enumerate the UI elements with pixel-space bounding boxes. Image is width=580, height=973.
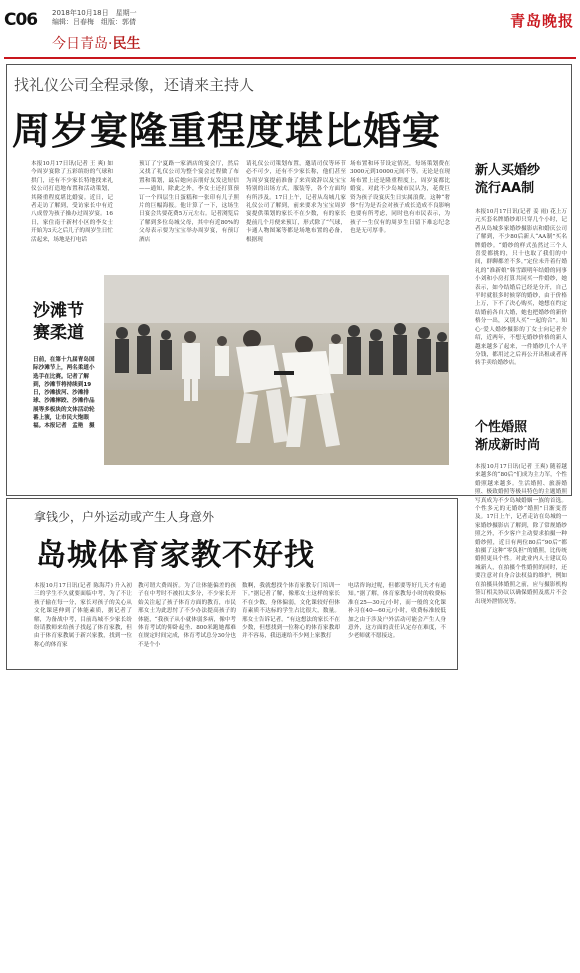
sidebar-headline-2-line1: 个性婚照 [475,420,528,435]
article2-column-1: 本报10月17日讯(记者 陈海芹) 升入初三的学生不久就要面临中考，为了不让孩子输在每一分，家长对孩子的关心从文化课延伸到了体能素质，据记者了解，为备战中考，目前岛城不少家长纷纷请教师来给孩子找起了体育家教，但由于体育家教属于新兴家教，找到一位称心的体育家 [34,583,132,648]
section-title: 今日青岛·民生 [52,36,141,52]
date-line: 2018年10月18日 星期一 [52,9,137,17]
article1-kicker: 找礼仪公司全程录像，还请来主持人 [14,76,255,94]
photo-subtitle-line1: 沙滩节 [33,301,84,321]
sidebar-article-2: 本报10月17日讯(记者 王爽) 随着越来越多的“80后”们成为主力军，个性婚照越来越多。生活婚照、旅游婚照、极致婚照等极具特色的主题婚照写真成为不少岛城婚姻一族的首选。个性多元的无婚纱“婚照”日渐变普及。17日上午，记者走访在岛城的一家婚纱摄影店了解到，除了常规婚纱照之外，不少客户主动要求拍摄一种婚纱照，近日有两位80后“90后”都拍摄了这种“零负担”的婚照，比传统婚照更具个性。对此业内人士建议岛城新人，在拍摄个性婚照的同时，还要注意对自身合法权益的维护，例如在拍摄具体婚照之前，应与摄影机构签订相关协议以确保婚照及底片不会出现外泄情况等。 [475,464,567,605]
sidebar-headline-1-line2: 流行AA制 [475,181,535,196]
photo-subtitle-line2: 赛柔道 [33,323,84,343]
article1-column-1: 本报10月17日讯(记者 王 爽) 如今周岁宴除了五彩缤纷的气球和拱门，还有不少家长特地找来礼仪公司打造地布置和活动策划，其隆重程度堪比婚宴。近日，记者走访了解到，受访家长中有近八成曾为孩子操办过周岁宴。16日，家住南千新村小区的李女士开始为3天之后儿子的周岁生日忙活起来，场地是打电话 [31,161,113,243]
sidebar-headline-1-line1: 新人买婚纱 [475,163,541,178]
photo-subtitle [33,300,84,344]
sidebar-headline-2 [475,419,540,455]
article2-column-3: 数啊，我就想找个体育家教专门培训一下。”据记者了解，像邢女士这样的家长不在少数，身体偏弱，文化课较好但体育素质不达标的学生占比很大，数量。邢女士告诉记者，“有这想法的家长不在少数，但想找到一位称心的体育家教却并不容易，我迅速给不少网上家教打 [242,583,340,640]
editors-line: 编辑：吕春梅 组版：郭倩 [52,18,136,26]
sidebar-headline-2-line2: 渐成新时尚 [475,438,541,453]
section-prefix: 今日青岛 [52,36,108,52]
article1-headline: 周岁宴隆重程度堪比婚宴 [12,109,442,153]
article2-column-2: 教可谓大费周折。为了让体能偏差的孩子在中考时不被扣太多分，不少家长开始关注起了孩子体育方面的教育，市民邢女士为此思忖了不少办法提高孩子的体能，“我孩子从小就体弱多病，像中考体育考试的仰卧起坐、800米跑她都难在规定时间完成，体育考试总分30分也不是个小 [138,583,236,648]
judo-photo-illustration [104,275,449,465]
article1-column-3: 请礼仪公司策划布置，邀请司仪等环节必不可少，还有不少家长称，他们甚至为周岁宴提前准备了来宾致辞以及宝宝特别的出场方式，服装等，各个方面均有所涉及。17日上午，记者从岛城几家礼仪公司了解到，前来要求为宝宝周岁宴提供策划的家长不在少数，有的家长提前几个月便来预订，形式除了“气球，卡通人物图案等都是场地布置的必备，根据现 [246,161,346,243]
section-name: 民生 [112,36,141,52]
judo-photo [104,275,449,465]
header-rule [4,57,576,59]
article1-column-2: 预订了宁夏路一家酒店的宴会厅，然后又找了礼仪公司为整个宴会过程做了布置和策划，最后她向亲朋好友发送短信——通知，除此之外，李女士还打算预订一个四层生日蛋糕和一张印有儿子照片的巨幅海报。他计算了一下，这场生日宴会共要花费5万元左右。记者浏览后了解到多位岛城父母，其中有近80%的父母表示要为宝宝举办周岁宴，有预订酒店 [139,161,239,243]
sidebar-headline-1 [475,162,540,198]
page-number: C06 [4,10,38,30]
issue-meta [52,9,137,27]
sidebar-article-1: 本报10月17日讯(记者 姜 雨) 花上万元买套名牌婚纱却只穿几个小时，记者从岛城多家婚纱摄影店和婚庆公司了解到，不少80后新人“AA制”买名牌婚纱。“婚纱的样式虽然过三个人喜爱都挑的，只十也取了我们的中间，群聊都差不多，”定位未升着行婚礼的“准新娘”韩雪跟明年结婚的同事小刘和小房打算共同买一件婚纱，她表示，如今结婚后已经是分开，自己平时就很多时候穿的婚纱，由于价格上万，下不了决心购买，她想在约定结婚前各自大婚，她也把婚纱的新价格分一出，又别人买“一起的合”。知心·爱人婚纱摄影的丁女士向记者介绍，近两年，不想无婚纱价格的新人越来越多了起来，一件婚纱几个人平分钱，都用过之后再公开出租或者再转手卖给婚纱店。 [475,209,567,367]
article2-headline: 岛城体育家教不好找 [36,538,315,573]
page-header [0,0,580,66]
article2-kicker: 拿钱少，户外运动或产生人身意外 [34,510,215,524]
article2-column-4: 电话咨询过呢，但都要等好几天才有通知。”据了解，体育家教每小时的收费标准在25—30元/小时，而一般的文化课补习在40—60元/小时，收费标准较低加之由于涉及户外活动可能会产生人身意外，这方面的责任认定存在难度，不少老师就不愿接这。 [348,583,446,640]
photo-caption: 日前，在第十九届青岛国际沙滩节上，两名柔道小选手在比赛。记者了解到，沙滩节将持续到19日，沙滩拔河、沙滩排球、沙滩摔跤、沙滩作品展等多板块的文体活动轮番上演，让市民大饱眼福。本报记者 孟艳 摄 [33,357,95,430]
article1-column-4: 场布置和环节设定情况，每场策划费在3000元到10000元间不等。无论是在现场布置上还是隆重程度上，周岁宴都比婚宴。对此不少岛城市民认为，花费巨资为孩子设宴庆生日实属浪费。这种“奢侈”行为是否会对孩子成长造成不良影响也要有所考虑，同时也有市民表示，为孩子一生仅有的周岁生日留下难忘纪念也是无可厚非。 [350,161,450,235]
newspaper-logo: 青岛晚报 [509,12,574,30]
